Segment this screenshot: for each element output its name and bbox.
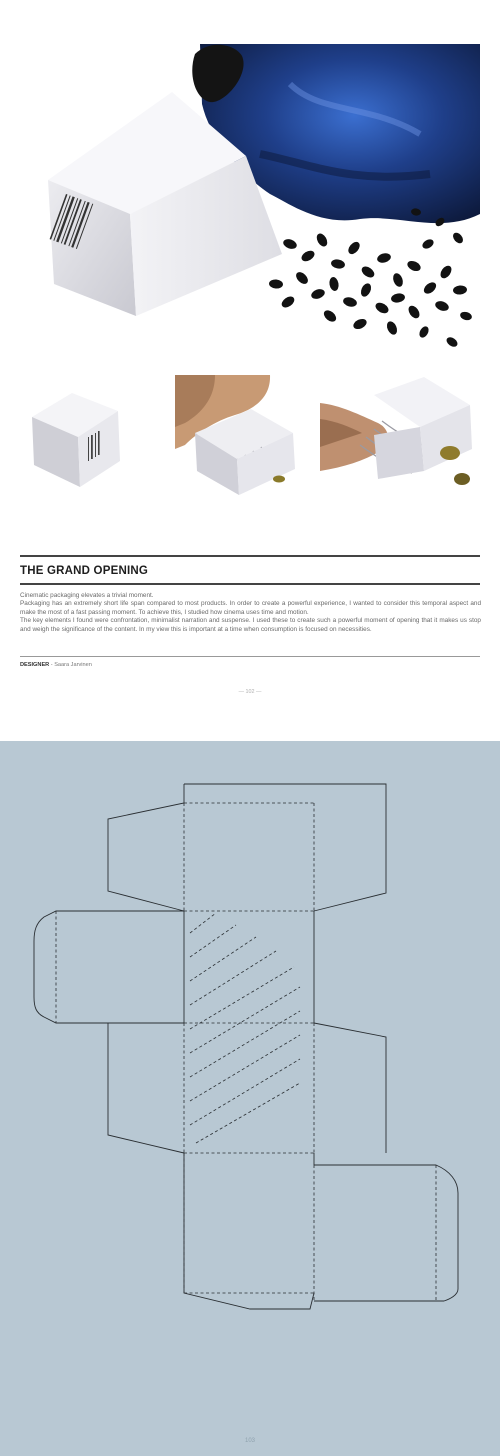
- thumbnail-opening-box-illustration: [175, 375, 315, 500]
- designer-name: Saara Jarvinen: [54, 662, 92, 668]
- hero-photo-illustration: [20, 44, 480, 364]
- article-title: THE GRAND OPENING: [20, 565, 148, 577]
- thumbnail-opening-box: [175, 375, 315, 500]
- page-left: [0, 0, 500, 718]
- title-rule-top: [20, 555, 480, 557]
- page-number-left-value: 102: [245, 689, 255, 695]
- thumbnail-opened-box: [320, 375, 480, 500]
- article-paragraph: Cinematic packaging elevates a trivial moment.: [20, 592, 154, 599]
- page-number-dash: —: [254, 689, 262, 695]
- article-description: [20, 592, 481, 634]
- box-dieline-diagram: [0, 741, 500, 1456]
- designer-credit: [20, 662, 92, 668]
- page-number-right: 103: [244, 1438, 255, 1444]
- designer-separator: -: [50, 662, 55, 668]
- article-paragraph: Packaging has an extremely short life span compared to most products. In order to create a powerful experience, I wanted to consider this temporal aspect and make the most of a fast passing moment. To achieve this, I studied how cinema uses time and motion.: [20, 600, 481, 616]
- hero-photo: [20, 44, 480, 364]
- dieline-cut-lines: [34, 784, 458, 1309]
- thumbnail-closed-box-illustration: [20, 375, 160, 500]
- beans-pile: [269, 208, 473, 349]
- title-rule-bottom: [20, 583, 480, 585]
- thumbnail-closed-box: [20, 375, 160, 500]
- page-number-dash: —: [238, 689, 246, 695]
- designer-label: DESIGNER: [20, 662, 50, 668]
- thumbnail-opened-box-illustration: [320, 375, 480, 500]
- page-right-dieline: [0, 741, 500, 1456]
- page-number-left: [0, 689, 500, 695]
- designer-rule: [20, 656, 480, 657]
- dieline-fold-lines: [56, 803, 436, 1301]
- article-paragraph: The key elements I found were confrontation, minimalist narration and suspense. I used these to create such a powerful moment of opening that it makes us stop and weigh the significance of the content. In my view this is important at a time when consumption is focused on necessities.: [20, 617, 481, 633]
